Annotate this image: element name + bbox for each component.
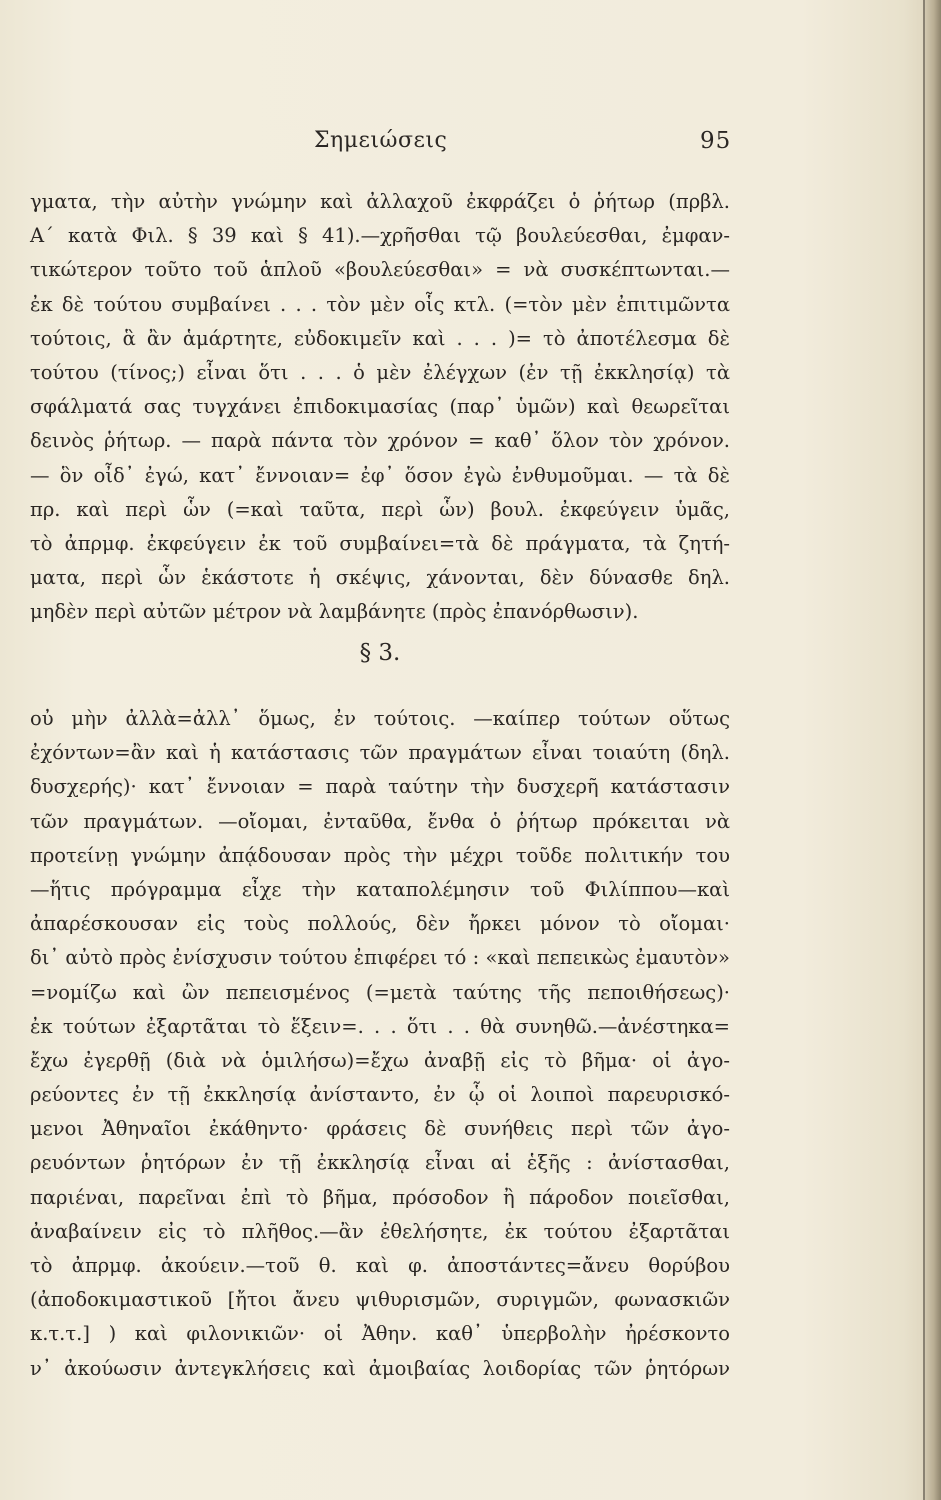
text-line: τὸ ἀπρμφ. ἐκφεύγειν ἐκ τοῦ συμβαίνει=τὰ δὲ πράγματα, τὰ ζητή-	[30, 531, 730, 555]
section-heading: § 3.	[359, 640, 401, 666]
notes-paragraph	[30, 185, 730, 629]
text-line: τούτου (τίνος;) εἶναι ὅτι . . . ὁ μὲν ἐλέγχων (ἐν τῇ ἐκκλησίᾳ) τὰ	[30, 360, 730, 384]
text-line: τῶν πραγμάτων. —οἴομαι, ἐνταῦθα, ἔνθα ὁ ῥήτωρ πρόκειται νὰ	[30, 809, 730, 833]
text-line: ρεύοντες ἐν τῇ ἐκκλησίᾳ ἀνίσταντο, ἐν ᾧ οἱ λοιποὶ παρευρισκό-	[30, 1083, 730, 1107]
page-binding-line	[923, 0, 925, 1500]
text-line: Α΄ κατὰ Φιλ. § 39 καὶ § 41).—χρῆσθαι τῷ βουλεύεσθαι, ἐμφαν-	[30, 224, 730, 248]
text-line: παριέναι, παρεῖναι ἐπὶ τὸ βῆμα, πρόσοδον ἢ πάροδον ποιεῖσθαι,	[30, 1185, 730, 1209]
text-line: ἀπαρέσκουσαν εἰς τοὺς πολλούς, δὲν ἤρκει μόνον τὸ οἴομαι·	[30, 912, 730, 936]
text-line: οὐ μὴν ἀλλὰ=ἀλλ᾽ ὅμως, ἐν τούτοις. —καίπερ τούτων οὕτως	[30, 707, 730, 730]
text-line: τικώτερον τοῦτο τοῦ ἁπλοῦ «βουλεύεσθαι» = νὰ συσκέπτωνται.—	[30, 258, 730, 282]
page-header	[0, 128, 941, 164]
text-line: μενοι Ἀθηναῖοι ἐκάθηντο· φράσεις δὲ συνήθεις περὶ τῶν ἀγο-	[30, 1117, 730, 1141]
text-line: =νομίζω καὶ ὢν πεπεισμένος (=μετὰ ταύτης τῆς πεποιθήσεως)·	[30, 980, 730, 1004]
text-line: τούτοις, ἃ ἂν ἁμάρτητε, εὐδοκιμεῖν καὶ . . . )= τὸ ἀποτέλεσμα δὲ	[30, 326, 730, 350]
running-head: Σημειώσεις	[314, 128, 448, 153]
text-line: — ὃν οἶδ᾽ ἐγώ, κατ᾽ ἔννοιαν= ἐφ᾽ ὅσον ἐγὼ ἐνθυμοῦμαι. — τὰ δὲ	[30, 463, 730, 487]
text-line: ἐκ τούτων ἐξαρτᾶται τὸ ἕξειν=. . . ὅτι . . θὰ συνηθῶ.—ἀνέστηκα=	[30, 1014, 730, 1038]
text-line: ἀναβαίνειν εἰς τὸ πλῆθος.—ἂν ἐθελήσητε, ἐκ τούτου ἐξαρτᾶται	[30, 1219, 730, 1243]
text-line: γματα, τὴν αὐτὴν γνώμην καὶ ἀλλαχοῦ ἐκφράζει ὁ ῥήτωρ (πρβλ.	[30, 190, 730, 213]
text-line: σφάλματά σας τυγχάνει ἐπιδοκιμασίας (παρ᾽ ὑμῶν) καὶ θεωρεῖται	[30, 395, 730, 419]
page-number: 95	[700, 128, 732, 154]
text-line: ἐκ δὲ τούτου συμβαίνει . . . τὸν μὲν οἷς κτλ. (=τὸν μὲν ἐπιτιμῶντα	[30, 292, 730, 316]
text-line: ἐχόντων=ἂν καὶ ἡ κατάστασις τῶν πραγμάτων εἶναι τοιαύτη (δηλ.	[30, 741, 730, 765]
text-line: προτείνῃ γνώμην ἀπᾴδουσαν πρὸς τὴν μέχρι τοῦδε πολιτικήν του	[30, 843, 730, 867]
section-paragraph	[30, 702, 730, 1386]
text-line: μηδὲν περὶ αὐτῶν μέτρον νὰ λαμβάνητε (πρὸς ἐπανόρθωσιν).	[30, 600, 639, 624]
text-line: ματα, περὶ ὧν ἑκάστοτε ἡ σκέψις, χάνονται, δὲν δύνασθε δηλ.	[30, 566, 730, 590]
text-line: τὸ ἀπρμφ. ἀκούειν.—τοῦ θ. καὶ φ. ἀποστάντες=ἄνευ θορύβου	[30, 1254, 730, 1277]
text-line: (ἀποδοκιμαστικοῦ [ἤτοι ἄνευ ψιθυρισμῶν, συριγμῶν, φωνασκιῶν	[30, 1288, 730, 1312]
text-line: πρ. καὶ περὶ ὧν (=καὶ ταῦτα, περὶ ὧν) βουλ. ἐκφεύγειν ὑμᾶς,	[30, 497, 730, 521]
text-line: ἔχω ἐγερθῇ (διὰ νὰ ὁμιλήσω)=ἔχω ἀναβῇ εἰς τὸ βῆμα· οἱ ἀγο-	[30, 1048, 730, 1072]
text-line: ρευόντων ῥητόρων ἐν τῇ ἐκκλησίᾳ εἶναι αἱ ἑξῆς : ἀνίστασθαι,	[30, 1151, 730, 1175]
text-line: δι᾽ αὐτὸ πρὸς ἐνίσχυσιν τούτου ἐπιφέρει τό : «καὶ πεπεικὼς ἐμαυτὸν»	[30, 946, 730, 970]
text-line: —ἥτις πρόγραμμα εἶχε τὴν καταπολέμησιν τοῦ Φιλίππου—καὶ	[30, 877, 730, 901]
text-line: ν᾽ ἀκούωσιν ἀντεγκλήσεις καὶ ἀμοιβαίας λοιδορίας τῶν ῥητόρων	[30, 1356, 730, 1380]
text-line: δυσχερής)· κατ᾽ ἔννοιαν = παρὰ ταύτην τὴν δυσχερῆ κατάστασιν	[30, 775, 730, 799]
text-line: δεινὸς ῥήτωρ. — παρὰ πάντα τὸν χρόνον = καθ᾽ ὅλον τὸν χρόνον.	[30, 429, 730, 453]
page-edge-shadow	[923, 0, 941, 1500]
text-line: κ.τ.τ.] ) καὶ φιλονικιῶν· οἱ Ἀθην. καθ᾽ ὑπερβολὴν ἠρέσκοντο	[30, 1322, 730, 1346]
